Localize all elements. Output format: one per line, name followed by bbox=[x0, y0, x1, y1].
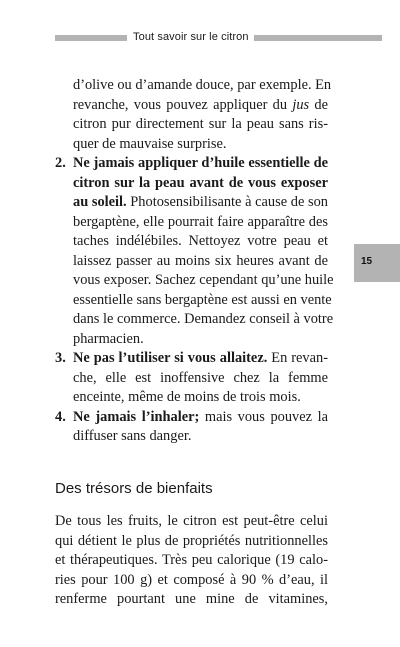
list-line: diffuser sans danger. bbox=[73, 428, 192, 444]
list-item-3 bbox=[55, 349, 328, 408]
list-line: taches indélébiles. Nettoyez votre peau et bbox=[73, 233, 328, 249]
running-head-bar-right bbox=[254, 35, 382, 41]
page-number: 15 bbox=[361, 256, 373, 267]
paragraph-line: qui détient le plus de propriétés nutritionnelles bbox=[55, 532, 328, 549]
section-paragraph bbox=[55, 512, 328, 610]
list-line: che, elle est inoffensive chez la femme bbox=[73, 369, 328, 386]
list-line: bergaptène, elle pourrait faire apparaître des bbox=[73, 213, 328, 230]
list-line: dans le commerce. Demandez conseil à votre bbox=[73, 311, 334, 327]
numbered-list bbox=[55, 154, 334, 447]
paragraph-line: De tous les fruits, le citron est peut-être celui bbox=[55, 513, 328, 529]
list-line: Ne jamais l’inhaler; mais vous pouvez la bbox=[73, 408, 328, 425]
paragraph-line: revanche, vous pouvez appliquer du jus de bbox=[73, 96, 328, 113]
list-line: enceinte, même de moins de trois mois. bbox=[73, 389, 301, 405]
list-line: essentielle sans bergaptène est aussi en vente bbox=[73, 291, 332, 308]
running-head-bar-left bbox=[55, 35, 127, 41]
list-line: Ne jamais appliquer d’huile essentielle de bbox=[73, 155, 328, 171]
list-line: vous exposer. Sachez cependant qu’une huile bbox=[73, 272, 334, 288]
italic-term: jus bbox=[292, 96, 310, 113]
list-item-4 bbox=[55, 408, 328, 447]
list-item-2 bbox=[55, 154, 334, 349]
list-line: au soleil. Photosensibilisante à cause de son bbox=[73, 194, 328, 210]
paragraph-line: et thérapeutiques. Très peu calorique (19 calo- bbox=[55, 552, 328, 568]
paragraph-line: citron pur directement sur la peau sans ris- bbox=[73, 116, 328, 132]
list-line: laissez passer au moins six heures avant de bbox=[73, 252, 328, 269]
paragraph-line: renferme pourtant une mine de vitamines, bbox=[55, 591, 328, 607]
list-number: 2. bbox=[55, 155, 66, 171]
continuation-paragraph bbox=[55, 76, 332, 154]
running-head bbox=[55, 33, 382, 43]
list-number: 3. bbox=[55, 350, 66, 366]
list-line: pharmacien. bbox=[73, 330, 144, 347]
list-line: Ne pas l’utiliser si vous allaitez. En revan- bbox=[73, 350, 329, 366]
running-head-title: Tout savoir sur le citron bbox=[133, 31, 249, 43]
paragraph-line: quer de mauvaise surprise. bbox=[73, 135, 227, 152]
paragraph-line: ries pour 100 g) et composé à 90 % d’eau, il bbox=[55, 571, 328, 588]
list-number: 4. bbox=[55, 408, 66, 425]
paragraph-line: d’olive ou d’amande douce, par exemple. En bbox=[73, 77, 332, 93]
section-heading: Des trésors de bienfaits bbox=[55, 480, 213, 497]
page-number-tab bbox=[354, 244, 400, 282]
list-line: citron sur la peau avant de vous exposer bbox=[73, 174, 328, 191]
